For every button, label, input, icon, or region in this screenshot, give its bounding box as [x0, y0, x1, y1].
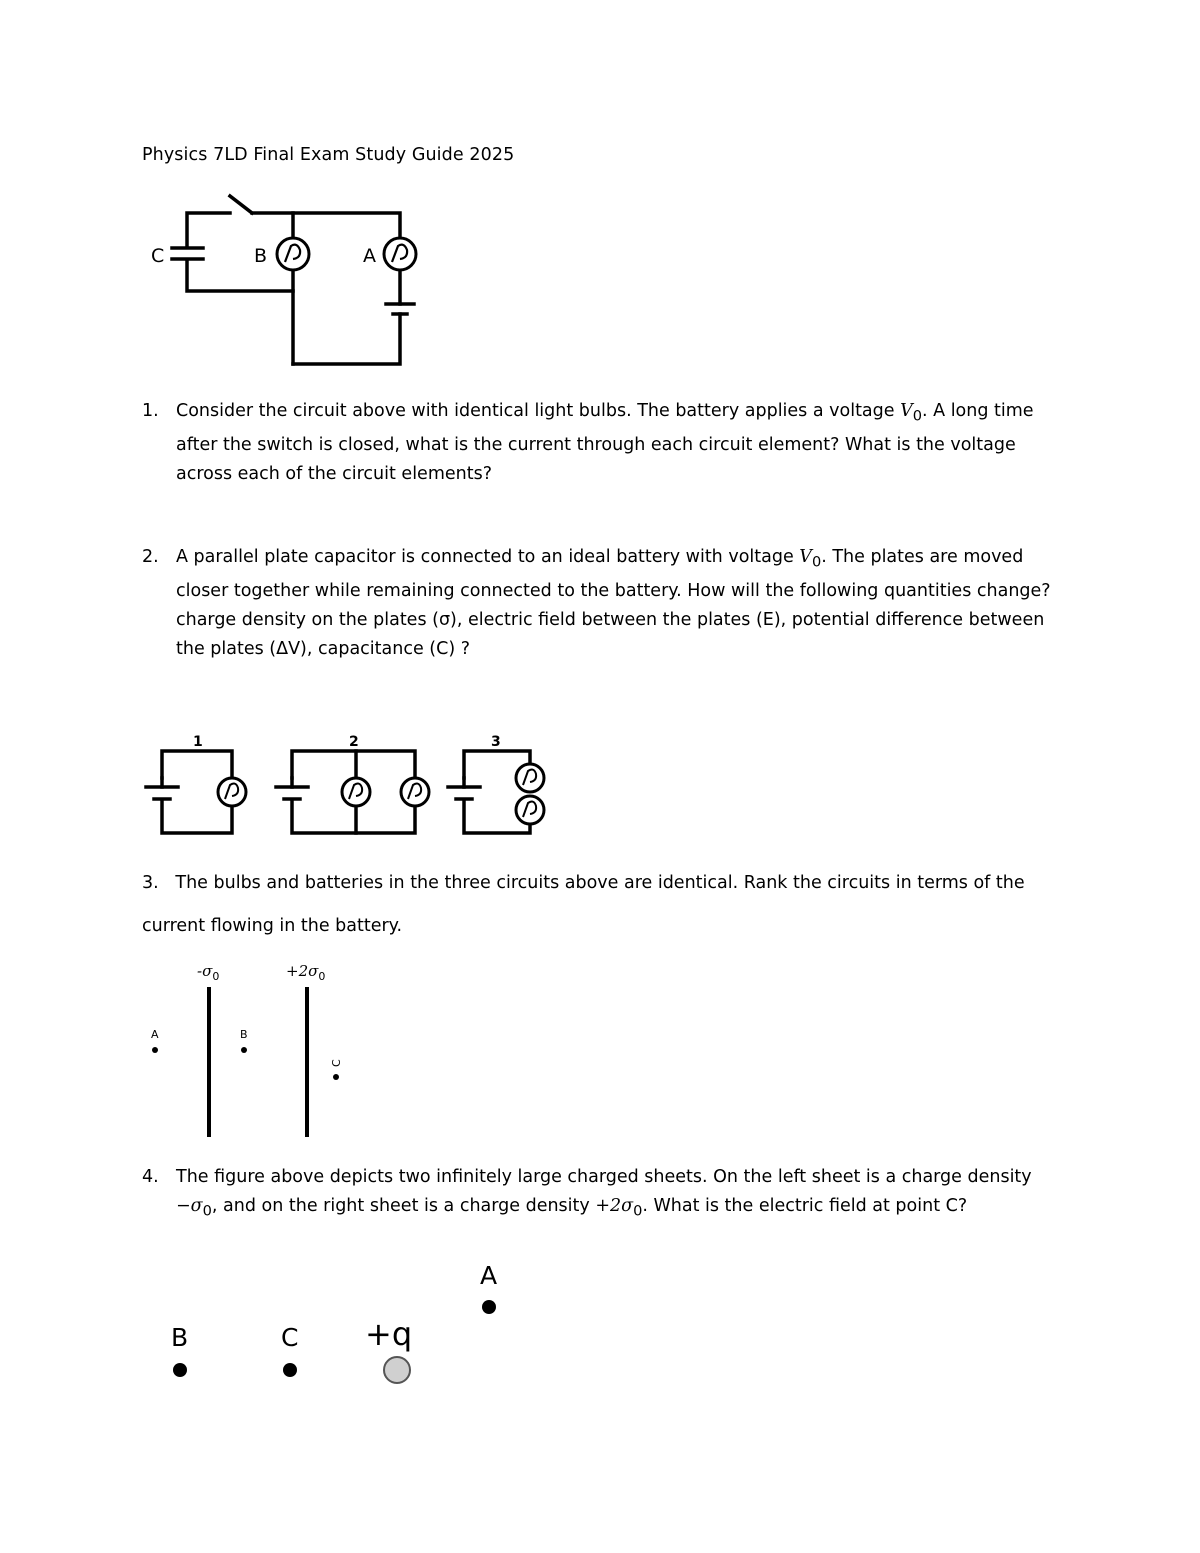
question-text-line: [142, 869, 1042, 898]
question-4: [142, 1163, 1056, 1226]
circuit-label-1: 1: [193, 734, 203, 750]
bulb-icon: [516, 764, 544, 792]
question-number: 4.: [142, 1167, 159, 1187]
point-b-label: B: [171, 1323, 189, 1352]
charge-density-symbol: +2σ: [595, 1196, 634, 1216]
question-text-part: . What is the electric field at point C?: [642, 1196, 968, 1216]
voltage-symbol: V: [799, 547, 812, 567]
voltage-symbol: V: [900, 401, 913, 421]
question-1: [142, 397, 1056, 489]
question-3: [142, 869, 1042, 941]
question-text: [176, 1163, 1056, 1226]
point-charge-diagram: [0, 1250, 1200, 1410]
circuit-diagram-1: [0, 0, 1200, 400]
circuit-label-2: 2: [349, 734, 359, 750]
question-2: [142, 543, 1056, 664]
wire: [187, 213, 230, 246]
point-b-dot: [241, 1047, 247, 1053]
capacitor-label: C: [151, 245, 165, 267]
question-text-part: The bulbs and batteries in the three circuits above are identical. Rank the circuits in terms of the: [175, 873, 1025, 893]
bulb-b-icon: [277, 238, 309, 270]
point-a-label: A: [151, 1028, 159, 1041]
question-text-line: current flowing in the battery.: [142, 916, 403, 936]
question-text-part: Consider the circuit above with identical light bulbs. The battery applies a voltage: [176, 401, 901, 421]
right-sheet-label: $+2\sigma_0$: [286, 962, 326, 983]
bulb-a-label: A: [363, 245, 376, 267]
wire: [162, 751, 232, 778]
point-b-label: B: [240, 1028, 248, 1041]
voltage-subscript: 0: [912, 407, 923, 425]
bulb-b-label: B: [254, 245, 268, 267]
question-number: 2.: [142, 547, 159, 567]
point-c-dot: [283, 1363, 297, 1377]
question-text-part: . A long time after the switch is closed, what is the current through each circuit element? What is the voltage across each of the circuit elements?: [176, 401, 1034, 484]
question-number: 1.: [142, 401, 159, 421]
point-c-label: C: [330, 1059, 343, 1067]
point-c-dot: [333, 1074, 339, 1080]
bulb-icon: [401, 778, 429, 806]
question-text-part: , and on the right sheet is a charge density: [211, 1196, 596, 1216]
bulb-icon: [218, 778, 246, 806]
bulb-icon: [342, 778, 370, 806]
charge-density-subscript: 0: [633, 1202, 643, 1220]
point-a-dot: [482, 1300, 496, 1314]
bulb-a-icon: [384, 238, 416, 270]
wire: [292, 751, 415, 778]
question-text-part: A parallel plate capacitor is connected to an ideal battery with voltage: [176, 547, 800, 567]
question-text: [176, 543, 1056, 664]
wire: [162, 800, 232, 833]
bulb-icon: [516, 796, 544, 824]
circuit-diagrams-three: [0, 720, 1200, 850]
point-a-label: A: [480, 1261, 498, 1290]
charge-label: +q: [365, 1315, 413, 1353]
question-text-part: . The plates are moved closer together while remaining connected to the battery. How will the following quantities change? charge density on the plates (σ), electric field between the plates (E), potential difference between the plates (ΔV), capacitance (C) ?: [176, 547, 1051, 659]
wire: [293, 314, 400, 364]
point-c-label: C: [281, 1323, 299, 1352]
document-title: Physics 7LD Final Exam Study Guide 2025: [142, 145, 515, 165]
question-number: 3.: [142, 873, 159, 893]
question-text: [176, 397, 1056, 489]
circuit-label-3: 3: [491, 734, 501, 750]
point-b-dot: [173, 1363, 187, 1377]
switch-arm: [230, 196, 252, 213]
point-a-dot: [152, 1047, 158, 1053]
question-text-part: The figure above depicts two infinitely large charged sheets. On the left sheet is a charge density: [176, 1167, 1032, 1187]
wire: [252, 213, 400, 238]
charge-density-symbol: −σ: [176, 1196, 203, 1216]
voltage-subscript: 0: [811, 553, 822, 571]
point-charge: [384, 1357, 410, 1383]
charged-sheets-diagram: [0, 950, 1200, 1150]
charge-density-subscript: 0: [202, 1202, 212, 1220]
left-sheet-label: $-\sigma_0$: [197, 962, 220, 983]
wire: [187, 261, 293, 291]
